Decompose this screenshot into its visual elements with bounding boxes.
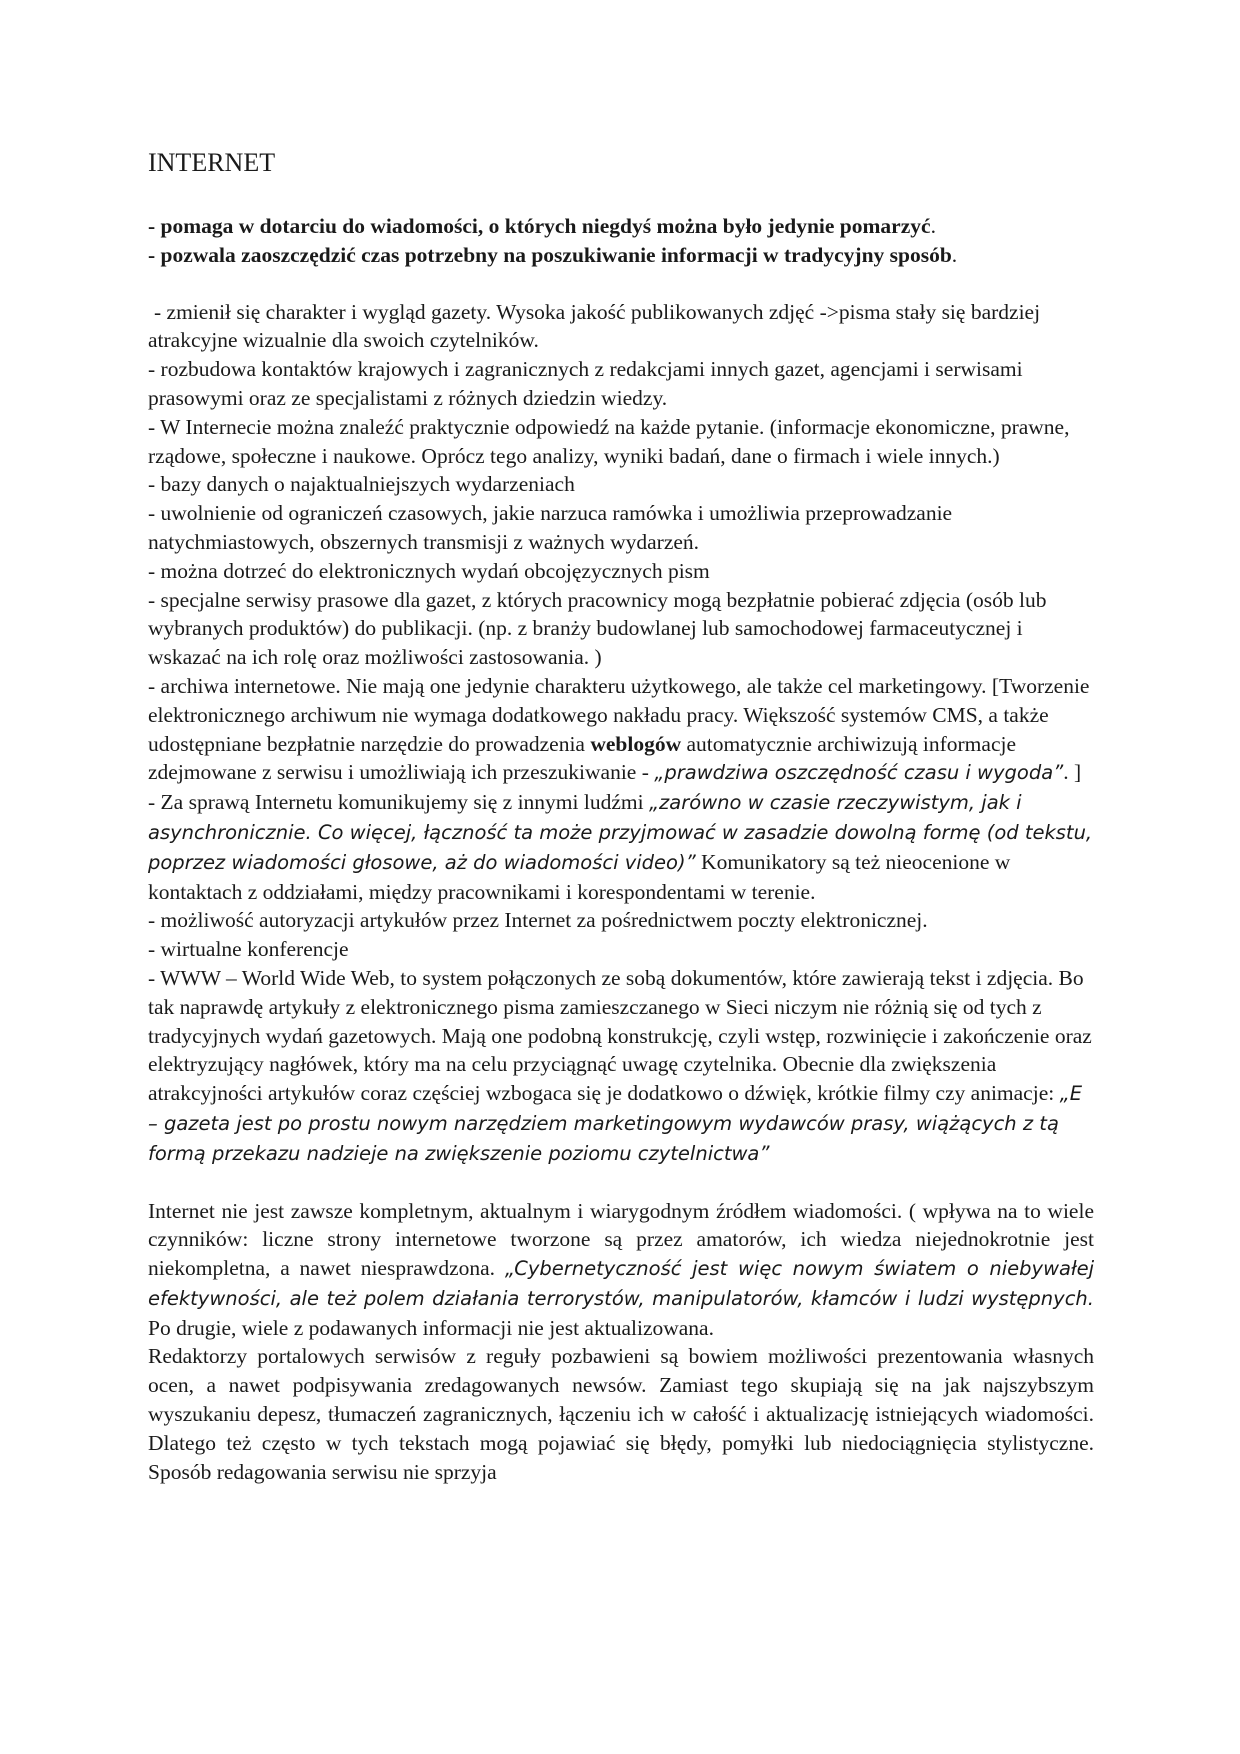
quote: „Cybernetyczność jest więc nowym światem o niebywałej efektywności, ale też polem działania terrorystów, manipulatorów, kłamców i ludzi występnych. [148,1257,1094,1310]
quote: „E – gazeta jest po prostu nowym narzędziem marketingowym wydawców prasy, wiążących z tą formą przekazu nadzieje na zwiększenie poziomu czytelnictwa” [148,1082,1083,1165]
spacer [148,1169,1094,1197]
list-item: - specjalne serwisy prasowe dla gazet, z których pracownicy mogą bezpłatnie pobierać zdjęcia (osób lub wybranych produktów) do publikacji. (np. z branży budowlanej lub samochodowej farmaceutycznej i wskazać na ich rolę oraz możliwości zastosowania. ) [148,587,1047,670]
list-item: - zmienił się charakter i wygląd gazety. Wysoka jakość publikowanych zdjęć ->pisma stały się bardziej atrakcyjne wizualnie dla swoich czytelników. [148,299,1041,353]
quote: „zarówno w czasie rzeczywistym, jak i asynchronicznie. Co więcej, łączność ta może przyjmować w zasadzie dowolną formę (od tekstu, poprzez wiadomości głosowe, aż do wiadomości video)” [148,791,1093,874]
list-item: - W Internecie można znaleźć praktycznie odpowiedź na każde pytanie. (informacje ekonomiczne, prawne, rządowe, społeczne i naukowe. Oprócz tego analizy, wyniki badań, dane o firmach i wiele innych.) [148,414,1070,468]
page-title: INTERNET [148,148,276,177]
bullet-list [148,298,1094,1169]
bold-point: - pozwala zaoszczędzić czas potrzebny na poszukiwanie informacji w tradycyjny sposób. [148,242,958,267]
list-item: - możliwość autoryzacji artykułów przez Internet za pośrednictwem poczty elektronicznej. [148,908,928,933]
list-item: - wirtualne konferencje [148,937,349,962]
bold-points [148,212,1094,270]
bold-point: - pomaga w dotarciu do wiadomości, o których niegdyś można było jedynie pomarzyć. [148,214,936,238]
list-item: - uwolnienie od ograniczeń czasowych, jakie narzuca ramówka i umożliwia przeprowadzanie natychmiastowych, obszernych transmisji z ważnych wydarzeń. [148,501,953,554]
list-item: - bazy danych o najaktualniejszych wydarzeniach [148,472,575,497]
list-item: - Za sprawą Internetu komunikujemy się z innymi ludźmi „zarówno w czasie rzeczywistym, jak i asynchronicznie. Co więcej, łączność ta może przyjmować w zasadzie dowolną formę (od tekstu, poprzez wiadomości głosowe, aż do wiadomości video)” Komunikatory są też nieocenione w kontaktach z oddziałami, między pracownikami i korespondentami w terenie. [148,790,1093,904]
list-item: - rozbudowa kontaktów krajowych i zagranicznych z redakcjami innych gazet, agencjami i serwisami prasowymi oraz ze specjalistami z różnych dziedzin wiedzy. [148,357,1023,410]
document-content [148,140,1094,1486]
body-paragraph: Redaktorzy portalowych serwisów z reguły pozbawieni są bowiem możliwości prezentowania własnych ocen, a nawet podpisywania zredagowanych newsów. Zamiast tego skupiają się na jak najszybszym wyszukaniu depesz, tłumaczeń zagranicznych, łączeniu ich w całość i aktualizację istniejących wiadomości. Dlatego też często w tych tekstach mogą pojawiać się błędy, pomyłki lub niedociągnięcia stylistyczne. Sposób redagowania serwisu nie sprzyja [148,1344,1094,1484]
list-item: - WWW – World Wide Web, to system połączonych ze sobą dokumentów, które zawierają tekst i zdjęcia. Bo tak naprawdę artykuły z elektronicznego pisma zamieszczanego w Sieci niczym nie różnią się od tych z tradycyjnych wydań gazetowych. Mają one podobną konstrukcję, czyli wstęp, rozwinięcie i zakończenie oraz elektryzujący nagłówek, który ma na celu przyciągnąć uwagę czytelnika. Obecnie dla zwiększenia atrakcyjności artykułów coraz częściej wzbogaca się je dodatkowo o dźwięk, krótkie filmy czy animacje: „E – gazeta jest po prostu nowym narzędziem marketingowym wydawców prasy, wiążących z tą formą przekazu nadzieje na zwiększenie poziomu czytelnictwa” [148,965,1092,1165]
bold-term: weblogów [590,731,682,756]
list-item: - można dotrzeć do elektronicznych wydań obcojęzycznych pism [148,558,710,583]
quote: „prawdziwa oszczędność czasu i wygoda” [654,761,1064,785]
list-item: - archiwa internetowe. Nie mają one jedynie charakteru użytkowego, ale także cel marketingowy. [Tworzenie elektronicznego archiwum nie wymaga dodatkowego nakładu pracy. Większość systemów CMS, a także udostępniane bezpłatnie narzędzie do prowadzenia weblogów automatycznie archiwizują informacje zdejmowane z serwisu i umożliwiają ich przeszukiwanie - „prawdziwa oszczędność czasu i wygoda”. ] [148,673,1090,785]
body-paragraph: Internet nie jest zawsze kompletnym, aktualnym i wiarygodnym źródłem wiadomości. ( wpływa na to wiele czynników: liczne strony internetowe tworzone są przez amatorów, ich wiedza niejednokrotnie jest niekompletna, a nawet niesprawdzona. „Cybernetyczność jest więc nowym światem o niebywałej efektywności, ale też polem działania terrorystów, manipulatorów, kłamców i ludzi występnych. Po drugie, wiele z podawanych informacji nie jest aktualizowana. [148,1198,1094,1340]
